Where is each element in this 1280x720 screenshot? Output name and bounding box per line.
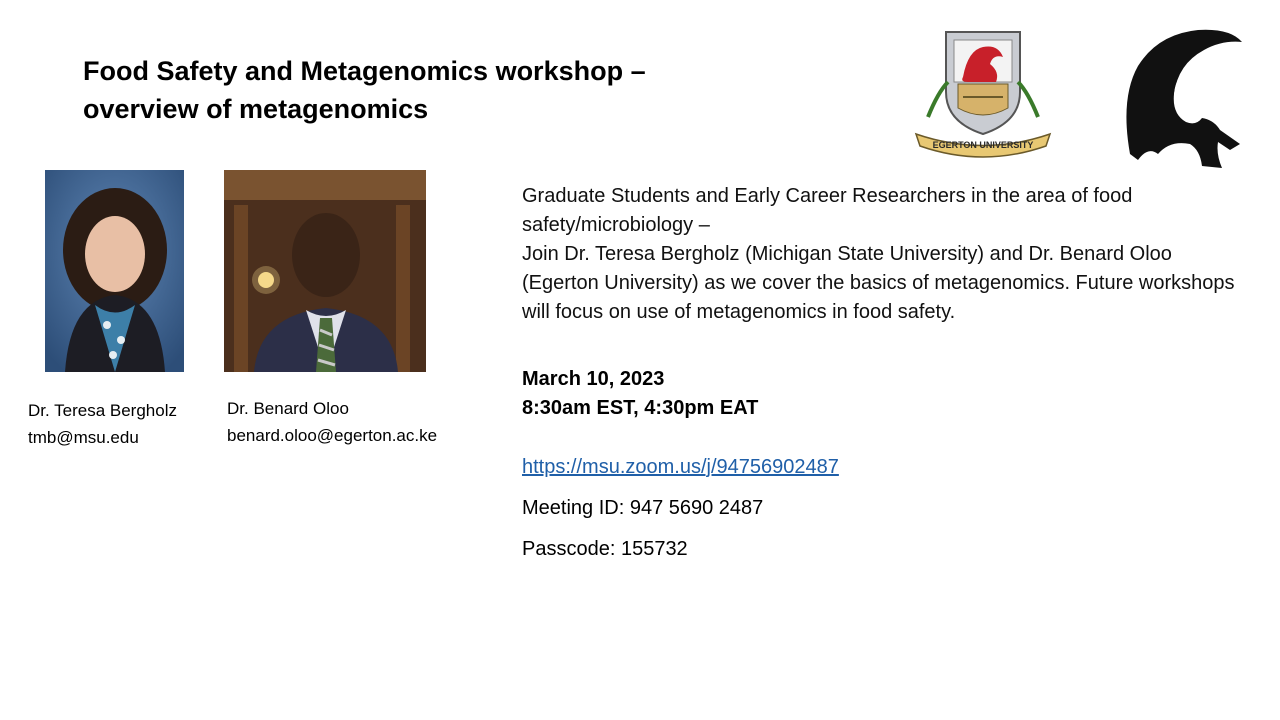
description-details: Join Dr. Teresa Bergholz (Michigan State University) and Dr. Benard Oloo (Egerton University) as we cover the basics of metagenomics. Future workshops will focus on use of metagenomics in food safety.: [522, 243, 1235, 323]
title-line-2: overview of metagenomics: [83, 94, 429, 124]
title-line-1: Food Safety and Metagenomics workshop –: [83, 56, 646, 86]
description-intro: Graduate Students and Early Career Researchers in the area of food safety/microbiology –: [522, 185, 1133, 236]
event-time: 8:30am EST, 4:30pm EAT: [522, 397, 759, 419]
presenter-photo-bergholz: [45, 170, 184, 372]
presenter-photo-oloo: [224, 170, 426, 372]
page-title: [83, 52, 646, 128]
spartan-helmet-icon: [1118, 28, 1246, 170]
presenter-caption-oloo: [227, 395, 437, 449]
zoom-meeting-link[interactable]: https://msu.zoom.us/j/94756902487: [522, 456, 839, 478]
event-date: March 10, 2023: [522, 368, 665, 390]
presenter-name: Dr. Teresa Bergholz: [28, 401, 177, 420]
workshop-description: [522, 182, 1242, 327]
presenter-email[interactable]: benard.oloo@egerton.ac.ke: [227, 426, 438, 445]
presenter-name: Dr. Benard Oloo: [227, 399, 349, 418]
egerton-university-logo: [908, 22, 1058, 162]
egerton-crest-icon: [908, 22, 1058, 162]
presenter-email[interactable]: tmb@msu.edu: [28, 428, 139, 447]
meeting-id: Meeting ID: 947 5690 2487: [522, 497, 764, 519]
meeting-passcode: Passcode: 155732: [522, 538, 688, 560]
event-schedule: [522, 365, 758, 423]
msu-spartan-logo: [1118, 28, 1246, 170]
egerton-logo-text: EGERTON UNIVERSITY: [932, 140, 1034, 150]
portrait-illustration: [224, 170, 426, 372]
presenter-caption-bergholz: [28, 397, 177, 451]
portrait-illustration: [45, 170, 184, 372]
